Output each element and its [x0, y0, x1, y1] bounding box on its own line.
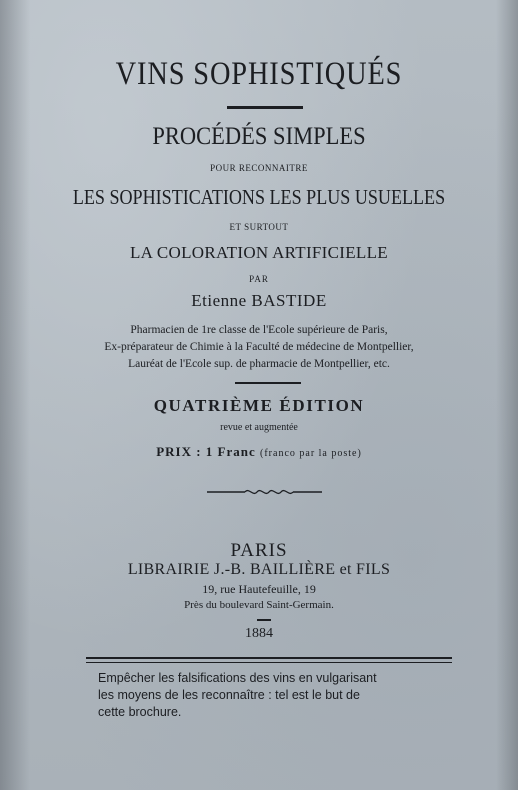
note-line: cette brochure.	[98, 705, 182, 719]
price-note: (franco par la poste)	[260, 448, 362, 459]
coloration-heading: LA COLORATION ARTIFICIELLE	[130, 243, 388, 262]
ornament-divider	[207, 486, 322, 498]
note-line: les moyens de les reconnaître : tel est le but de	[98, 688, 360, 702]
publisher-address: 19, rue Hautefeuille, 19	[202, 582, 316, 596]
book-subtitle: PROCÉDÉS SIMPLES	[152, 123, 366, 150]
author-credential: Pharmacien de 1re classe de l'Ecole supérieure de Paris,	[130, 324, 388, 336]
par-text: PAR	[249, 274, 269, 284]
et-surtout-text: ET SURTOUT	[229, 222, 289, 232]
edition-note: revue et augmentée	[220, 422, 298, 433]
year-divider	[257, 619, 271, 621]
author-credential: Lauréat de l'Ecole sup. de pharmacie de Montpellier, etc.	[128, 358, 390, 370]
section-divider	[235, 382, 301, 384]
edge-shadow	[496, 0, 518, 790]
book-title: VINS SOPHISTIQUÉS	[115, 56, 403, 92]
publication-year: 1884	[245, 626, 273, 641]
author-name: Etienne BASTIDE	[191, 291, 327, 310]
note-line: Empêcher les falsifications des vins en vulgarisant	[98, 671, 377, 685]
publisher-location-note: Près du boulevard Saint-Germain.	[184, 599, 334, 611]
title-divider	[227, 106, 303, 109]
note-rule-thin	[86, 662, 452, 663]
author-credential: Ex-préparateur de Chimie à la Faculté de médecine de Montpellier,	[104, 341, 414, 353]
edition-heading: QUATRIÈME ÉDITION	[153, 396, 365, 415]
publisher-name: LIBRAIRIE J.-B. BAILLIÈRE et FILS	[127, 561, 391, 578]
price-line	[0, 445, 518, 459]
spine-shadow	[0, 0, 30, 790]
price-text: PRIX : 1 Franc	[156, 444, 256, 459]
note-rule-thick	[86, 657, 452, 659]
purpose-note	[98, 670, 444, 721]
sophistications-heading: LES SOPHISTICATIONS LES PLUS USUELLES	[72, 185, 446, 209]
pour-reconnaitre-text: POUR RECONNAITRE	[210, 163, 308, 173]
publisher-city: PARIS	[230, 540, 288, 561]
